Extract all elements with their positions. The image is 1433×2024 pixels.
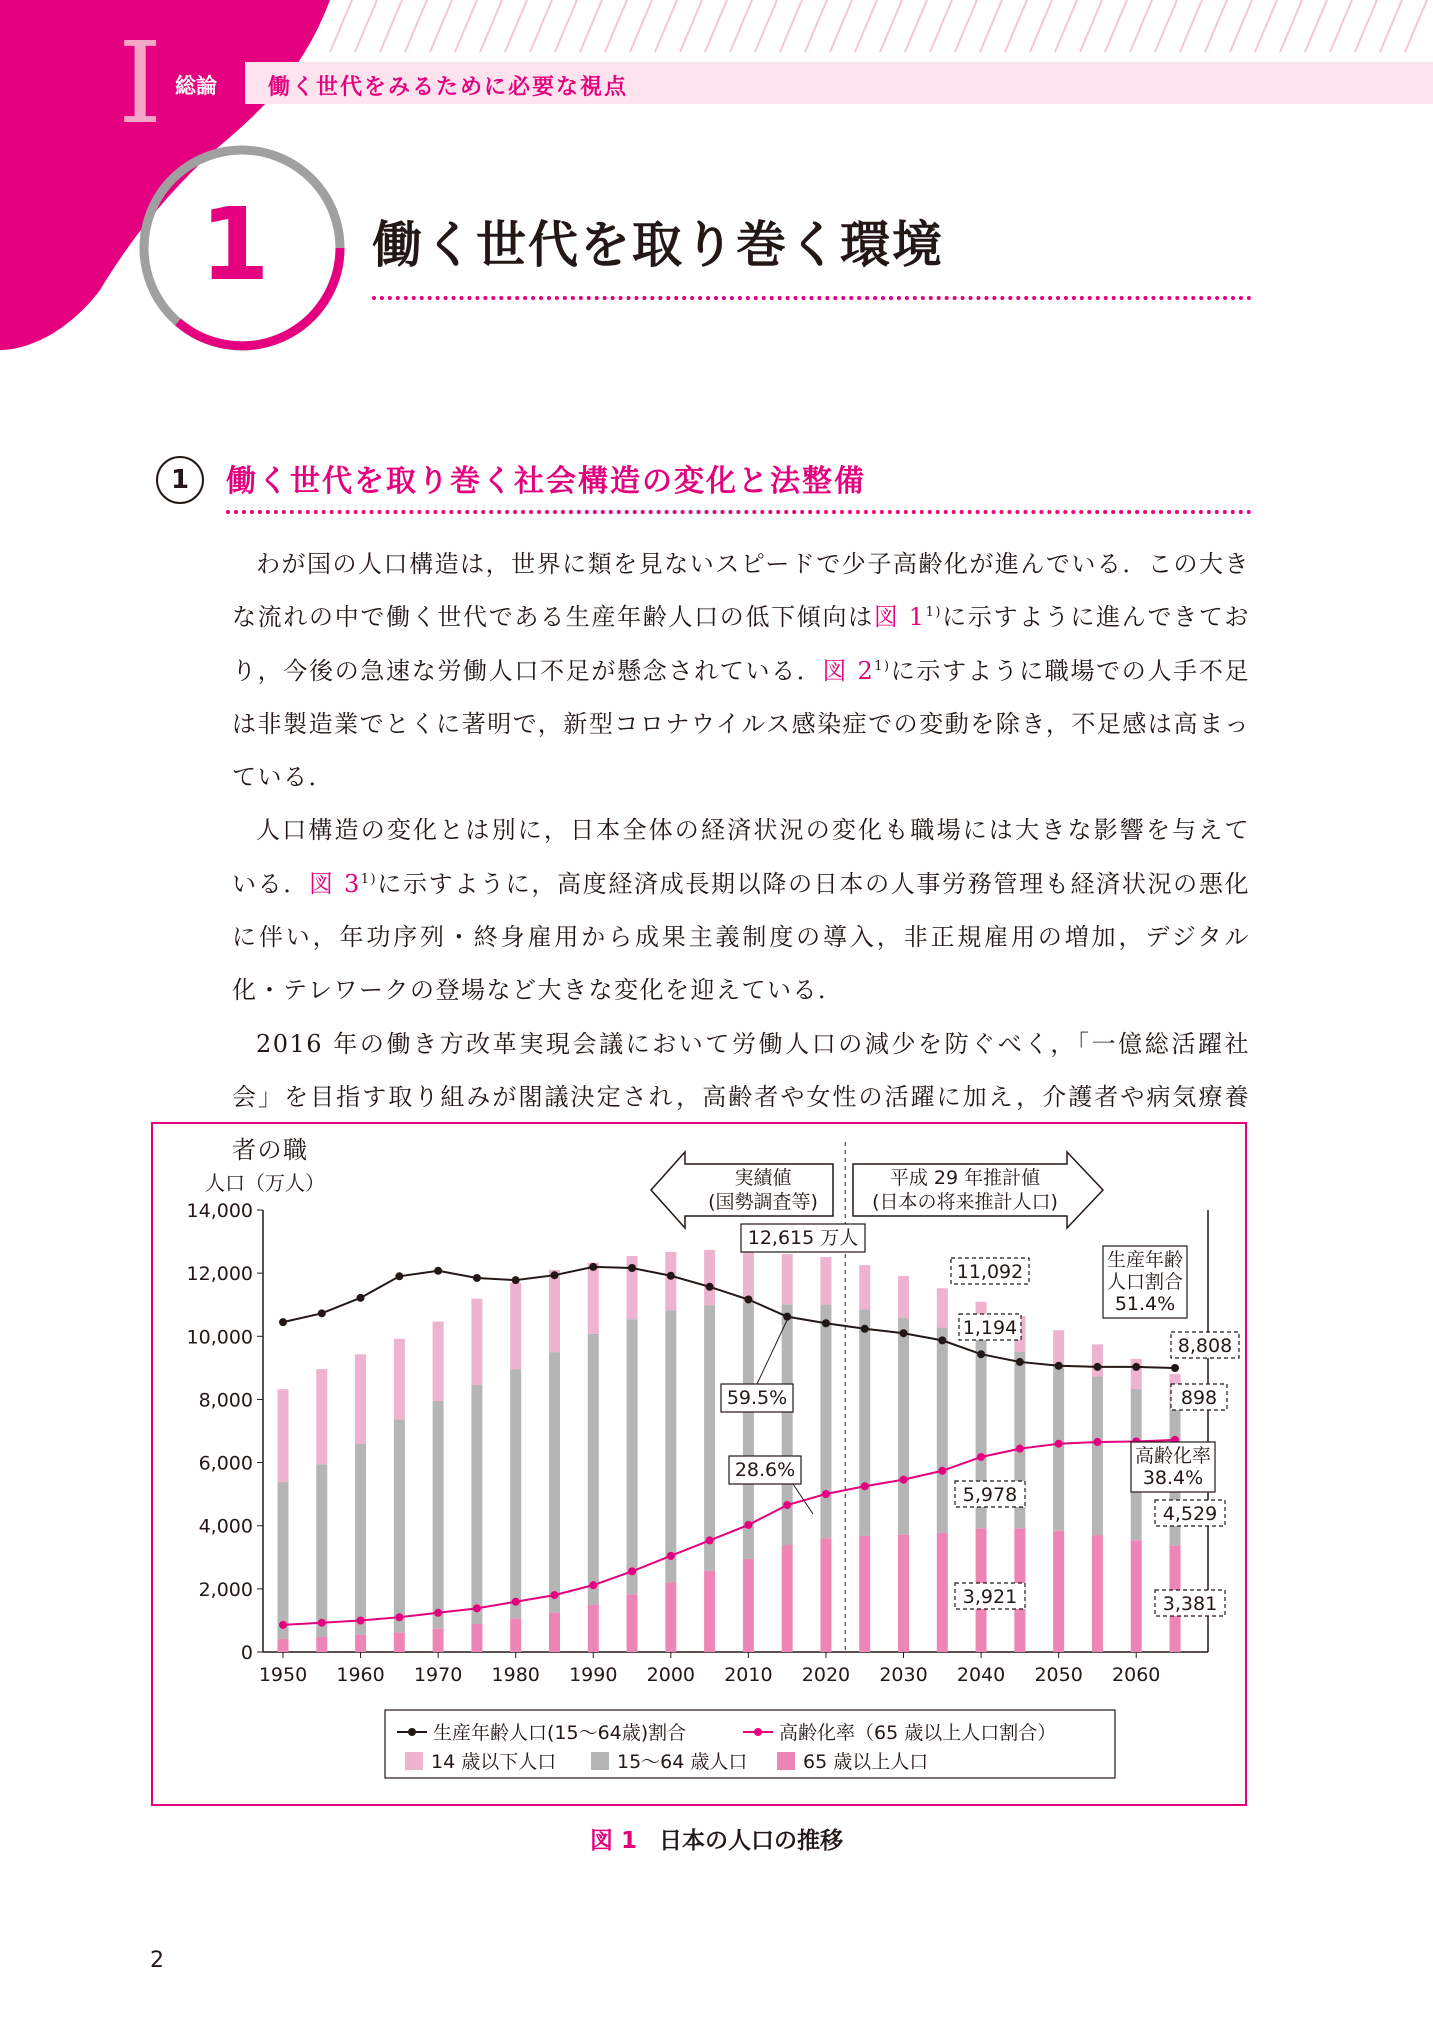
aging-rate-point [900, 1476, 908, 1484]
bar-young [1092, 1344, 1103, 1376]
working-age-ratio-point [512, 1276, 520, 1284]
working-age-ratio-point [744, 1296, 752, 1304]
figure-caption [0, 1822, 1433, 1855]
bar-working [510, 1369, 521, 1618]
bar-elderly [665, 1582, 676, 1652]
aging-rate-point [550, 1591, 558, 1599]
aging-rate-point [938, 1467, 946, 1475]
bar-young [704, 1250, 715, 1305]
bar-elderly [1053, 1531, 1064, 1652]
bar-young [782, 1254, 793, 1304]
bar-elderly [433, 1629, 444, 1652]
x-tick-label: 2000 [646, 1664, 696, 1686]
projection-sublabel: (日本の将来推計人口) [872, 1191, 1058, 1213]
bar-working [859, 1310, 870, 1536]
working-age-ratio-point [667, 1272, 675, 1280]
bar-young [394, 1339, 405, 1420]
bar-working [549, 1352, 560, 1612]
bar-young [316, 1369, 327, 1464]
projection-label: 平成 29 年推計値 [889, 1167, 1041, 1189]
x-tick-label: 2050 [1034, 1664, 1083, 1686]
total-2065-label-text: 8,808 [1177, 1335, 1233, 1357]
aging-2065-label-text: 38.4% [1142, 1467, 1204, 1489]
x-tick-label: 1980 [491, 1664, 540, 1686]
aging-2065-label-text: 高齢化率 [1134, 1445, 1212, 1467]
working-2065-label-text: 4,529 [1162, 1503, 1218, 1525]
young-2040-label-text: 1,194 [962, 1317, 1018, 1339]
aging-rate-point [628, 1567, 636, 1575]
working-age-ratio-point [1055, 1362, 1063, 1370]
elderly-2040-label-text: 3,921 [962, 1586, 1018, 1608]
bar-young [937, 1288, 948, 1327]
aging-rate-point [473, 1604, 481, 1612]
bar-elderly [510, 1618, 521, 1652]
bar-working [704, 1305, 715, 1570]
bar-young [433, 1322, 444, 1401]
part-subtitle: 働く世代をみるために必要な視点 [268, 75, 629, 100]
legend-bar2-label: 15〜64 歳人口 [617, 1751, 748, 1773]
bar-working [665, 1310, 676, 1582]
working-age-ratio-point [550, 1271, 558, 1279]
working-age-ratio-point [900, 1329, 908, 1337]
aging-rate-point [783, 1501, 791, 1509]
y-tick-label: 10,000 [186, 1326, 253, 1349]
bar-elderly [937, 1533, 948, 1652]
aging-rate-point [434, 1609, 442, 1617]
aging-rate-point [1055, 1440, 1063, 1448]
actual-arrow [651, 1152, 833, 1228]
legend-line2-label: 高齢化率（65 歳以上人口割合） [779, 1722, 1057, 1744]
figure-1-frame [151, 1122, 1247, 1806]
legend-bar2-swatch [591, 1752, 609, 1770]
aging-rate-point [744, 1521, 752, 1529]
working-age-ratio-point [1093, 1363, 1101, 1371]
working-age-ratio-point [279, 1318, 287, 1326]
y-tick-label: 8,000 [198, 1389, 253, 1412]
aging-rate-point [357, 1617, 365, 1625]
bar-elderly [898, 1535, 909, 1652]
chapter-divider [372, 296, 1252, 300]
bar-working [820, 1304, 831, 1538]
aging-rate-point [1093, 1438, 1101, 1446]
figure-title: 日本の人口の推移 [659, 1828, 843, 1854]
page-number: 2 [150, 1948, 164, 1973]
bar-working [355, 1444, 366, 1635]
bar-working [588, 1334, 599, 1605]
aging-rate-point [706, 1536, 714, 1544]
legend-line2-marker [754, 1728, 762, 1736]
figure-1-reference[interactable]: 図 1 [873, 603, 926, 632]
bar-working [433, 1401, 444, 1629]
bar-young [1053, 1330, 1064, 1364]
section-number: 1 [156, 456, 204, 504]
bar-working [627, 1319, 638, 1594]
aging-rate-point [977, 1453, 985, 1461]
bar-young [510, 1283, 521, 1370]
x-tick-label: 2020 [801, 1664, 851, 1686]
bar-working [937, 1328, 948, 1533]
working-age-ratio-point [1016, 1358, 1024, 1366]
actual-label: 実績値 [734, 1167, 792, 1189]
bar-young [898, 1276, 909, 1318]
working-age-ratio-point [318, 1309, 326, 1317]
x-tick-label: 1960 [336, 1664, 385, 1686]
bar-elderly [549, 1613, 560, 1652]
working-age-ratio-point [938, 1336, 946, 1344]
figure-2-reference[interactable]: 図 2 [822, 656, 875, 685]
x-tick-label: 2060 [1112, 1664, 1161, 1686]
x-tick-label: 1990 [569, 1664, 618, 1686]
figure-label: 図 1 [589, 1828, 637, 1854]
elderly-2065-label-text: 3,381 [1162, 1593, 1218, 1615]
legend-line1-label: 生産年齢人口(15〜64歳)割合 [433, 1722, 687, 1744]
productive-2020-label-text: 59.5% [726, 1387, 788, 1409]
bar-young [743, 1250, 754, 1303]
bar-elderly [1092, 1535, 1103, 1652]
paragraph-2: 人口構造の変化とは別に，日本全体の経済状況の変化も職場には大きな影響を与えている．図 3$^{1)}$に示すように，高度経済成長期以降の日本の人事労務管理も経済状況の悪化に伴い，年功序列・終身雇用から成果主義制度の導入，非正規雇用の増加，デジタル化・テレワークの登場など大きな変化を迎えている． [232, 816, 1251, 1005]
actual-sublabel: (国勢調査等) [708, 1191, 818, 1213]
aging-rate-point [279, 1621, 287, 1629]
aging-rate-point [318, 1619, 326, 1627]
header-decoration [0, 0, 1433, 360]
bar-young [820, 1257, 831, 1304]
part-roman-numeral: I [118, 19, 163, 149]
working-age-ratio-point [395, 1272, 403, 1280]
aging-rate-point [512, 1598, 520, 1606]
legend-bar1-swatch [405, 1752, 423, 1770]
projection-arrow [853, 1152, 1103, 1228]
legend-bar3-swatch [777, 1752, 795, 1770]
bar-young [471, 1299, 482, 1385]
paragraph-3: 2016 年の働き方改革実現会議において労働人口の減少を防ぐべく，「一億総活躍社会」を目指す取り組みが閣議決定され，高齢者や女性の活躍に加え，介護者や病気療養者の職 [232, 1029, 1250, 1165]
population-chart [153, 1124, 1245, 1804]
bar-working [278, 1482, 289, 1639]
aging-rate-point [589, 1581, 597, 1589]
aging-rate-point [1016, 1445, 1024, 1453]
bar-elderly [704, 1571, 715, 1652]
bar-elderly [782, 1545, 793, 1652]
legend-bar3-label: 65 歳以上人口 [803, 1751, 929, 1773]
paragraph-1: わが国の人口構造は，世界に類を見ないスピードで少子高齢化が進んでいる．この大きな流れの中で働く世代である生産年齢人口の低下傾向は図 1$^{1)}$に示すように進んできており，今後の急速な労働人口不足が懸念されている．図 2$^{1)}$に示すように職場での人手不足は非製造業でとくに著明で，新型コロナウイルス感染症での変動を除き，不足感は高まっている． [232, 550, 1251, 792]
chapter-number: 1 [200, 186, 270, 303]
productive-2065-label-text: 51.4% [1114, 1293, 1176, 1315]
bar-elderly [743, 1559, 754, 1652]
working-age-ratio-line [283, 1267, 1175, 1368]
bar-elderly [316, 1637, 327, 1652]
legend-bar1-label: 14 歳以下人口 [431, 1751, 557, 1773]
working-age-ratio-point [861, 1325, 869, 1333]
working-age-ratio-point [977, 1350, 985, 1358]
aging-rate-point [861, 1482, 869, 1490]
bar-elderly [355, 1635, 366, 1652]
x-tick-label: 2040 [956, 1664, 1006, 1686]
bar-elderly [627, 1594, 638, 1652]
working-age-ratio-point [357, 1294, 365, 1302]
bar-young [549, 1270, 560, 1352]
working-age-ratio-point [822, 1319, 830, 1327]
productive-2065-label-text: 人口割合 [1106, 1271, 1184, 1293]
productive-2065-label-text: 生産年齢 [1106, 1249, 1184, 1271]
aging-rate-point [822, 1490, 830, 1498]
legend-line1-marker [408, 1728, 416, 1736]
bar-working [394, 1419, 405, 1632]
y-axis-title: 人口（万人） [205, 1171, 325, 1195]
chapter-title: 働く世代を取り巻く環境 [372, 216, 944, 274]
bar-elderly [394, 1632, 405, 1652]
bar-young [859, 1265, 870, 1309]
young-2065-label-text: 898 [1180, 1387, 1218, 1409]
figure-3-reference[interactable]: 図 3 [309, 869, 361, 898]
y-tick-label: 2,000 [198, 1578, 253, 1601]
working-age-ratio-point [473, 1274, 481, 1282]
bar-working [1092, 1376, 1103, 1535]
y-tick-label: 6,000 [198, 1452, 253, 1475]
bar-working [743, 1303, 754, 1559]
section-title: 働く世代を取り巻く社会構造の変化と法整備 [226, 464, 866, 499]
aging-2020-label-text: 28.6% [734, 1459, 796, 1481]
working-2040-label-text: 5,978 [962, 1484, 1018, 1506]
working-age-ratio-point [589, 1263, 597, 1271]
working-age-ratio-point [628, 1264, 636, 1272]
total-2015-label-text: 12,615 万人 [747, 1227, 859, 1249]
bar-elderly [588, 1605, 599, 1652]
y-tick-label: 4,000 [198, 1515, 253, 1538]
bar-working [898, 1318, 909, 1535]
x-tick-label: 2030 [879, 1664, 928, 1686]
body-text [232, 538, 1250, 1178]
aging-rate-point [395, 1613, 403, 1621]
x-tick-label: 1950 [258, 1664, 308, 1686]
bar-young [665, 1252, 676, 1310]
working-age-ratio-point [1132, 1363, 1140, 1371]
x-tick-label: 1970 [413, 1664, 463, 1686]
section-divider [226, 510, 1252, 514]
bar-elderly [859, 1536, 870, 1652]
bar-elderly [278, 1639, 289, 1652]
total-2040-label-text: 11,092 [956, 1261, 1024, 1283]
y-tick-label: 14,000 [186, 1200, 253, 1222]
bar-working [316, 1464, 327, 1637]
bar-young [278, 1389, 289, 1482]
working-age-ratio-point [706, 1283, 714, 1291]
x-tick-label: 2010 [724, 1664, 773, 1686]
bar-elderly [1131, 1540, 1142, 1652]
y-tick-label: 0 [240, 1642, 253, 1664]
bar-working [471, 1385, 482, 1624]
y-tick-label: 12,000 [186, 1263, 253, 1286]
working-age-ratio-point [1171, 1364, 1179, 1372]
bar-young [355, 1354, 366, 1444]
bar-young [588, 1263, 599, 1334]
aging-rate-point [667, 1552, 675, 1560]
working-age-ratio-point [434, 1267, 442, 1275]
bar-elderly [820, 1538, 831, 1652]
bar-elderly [471, 1624, 482, 1652]
part-label: 総論 [175, 74, 217, 98]
